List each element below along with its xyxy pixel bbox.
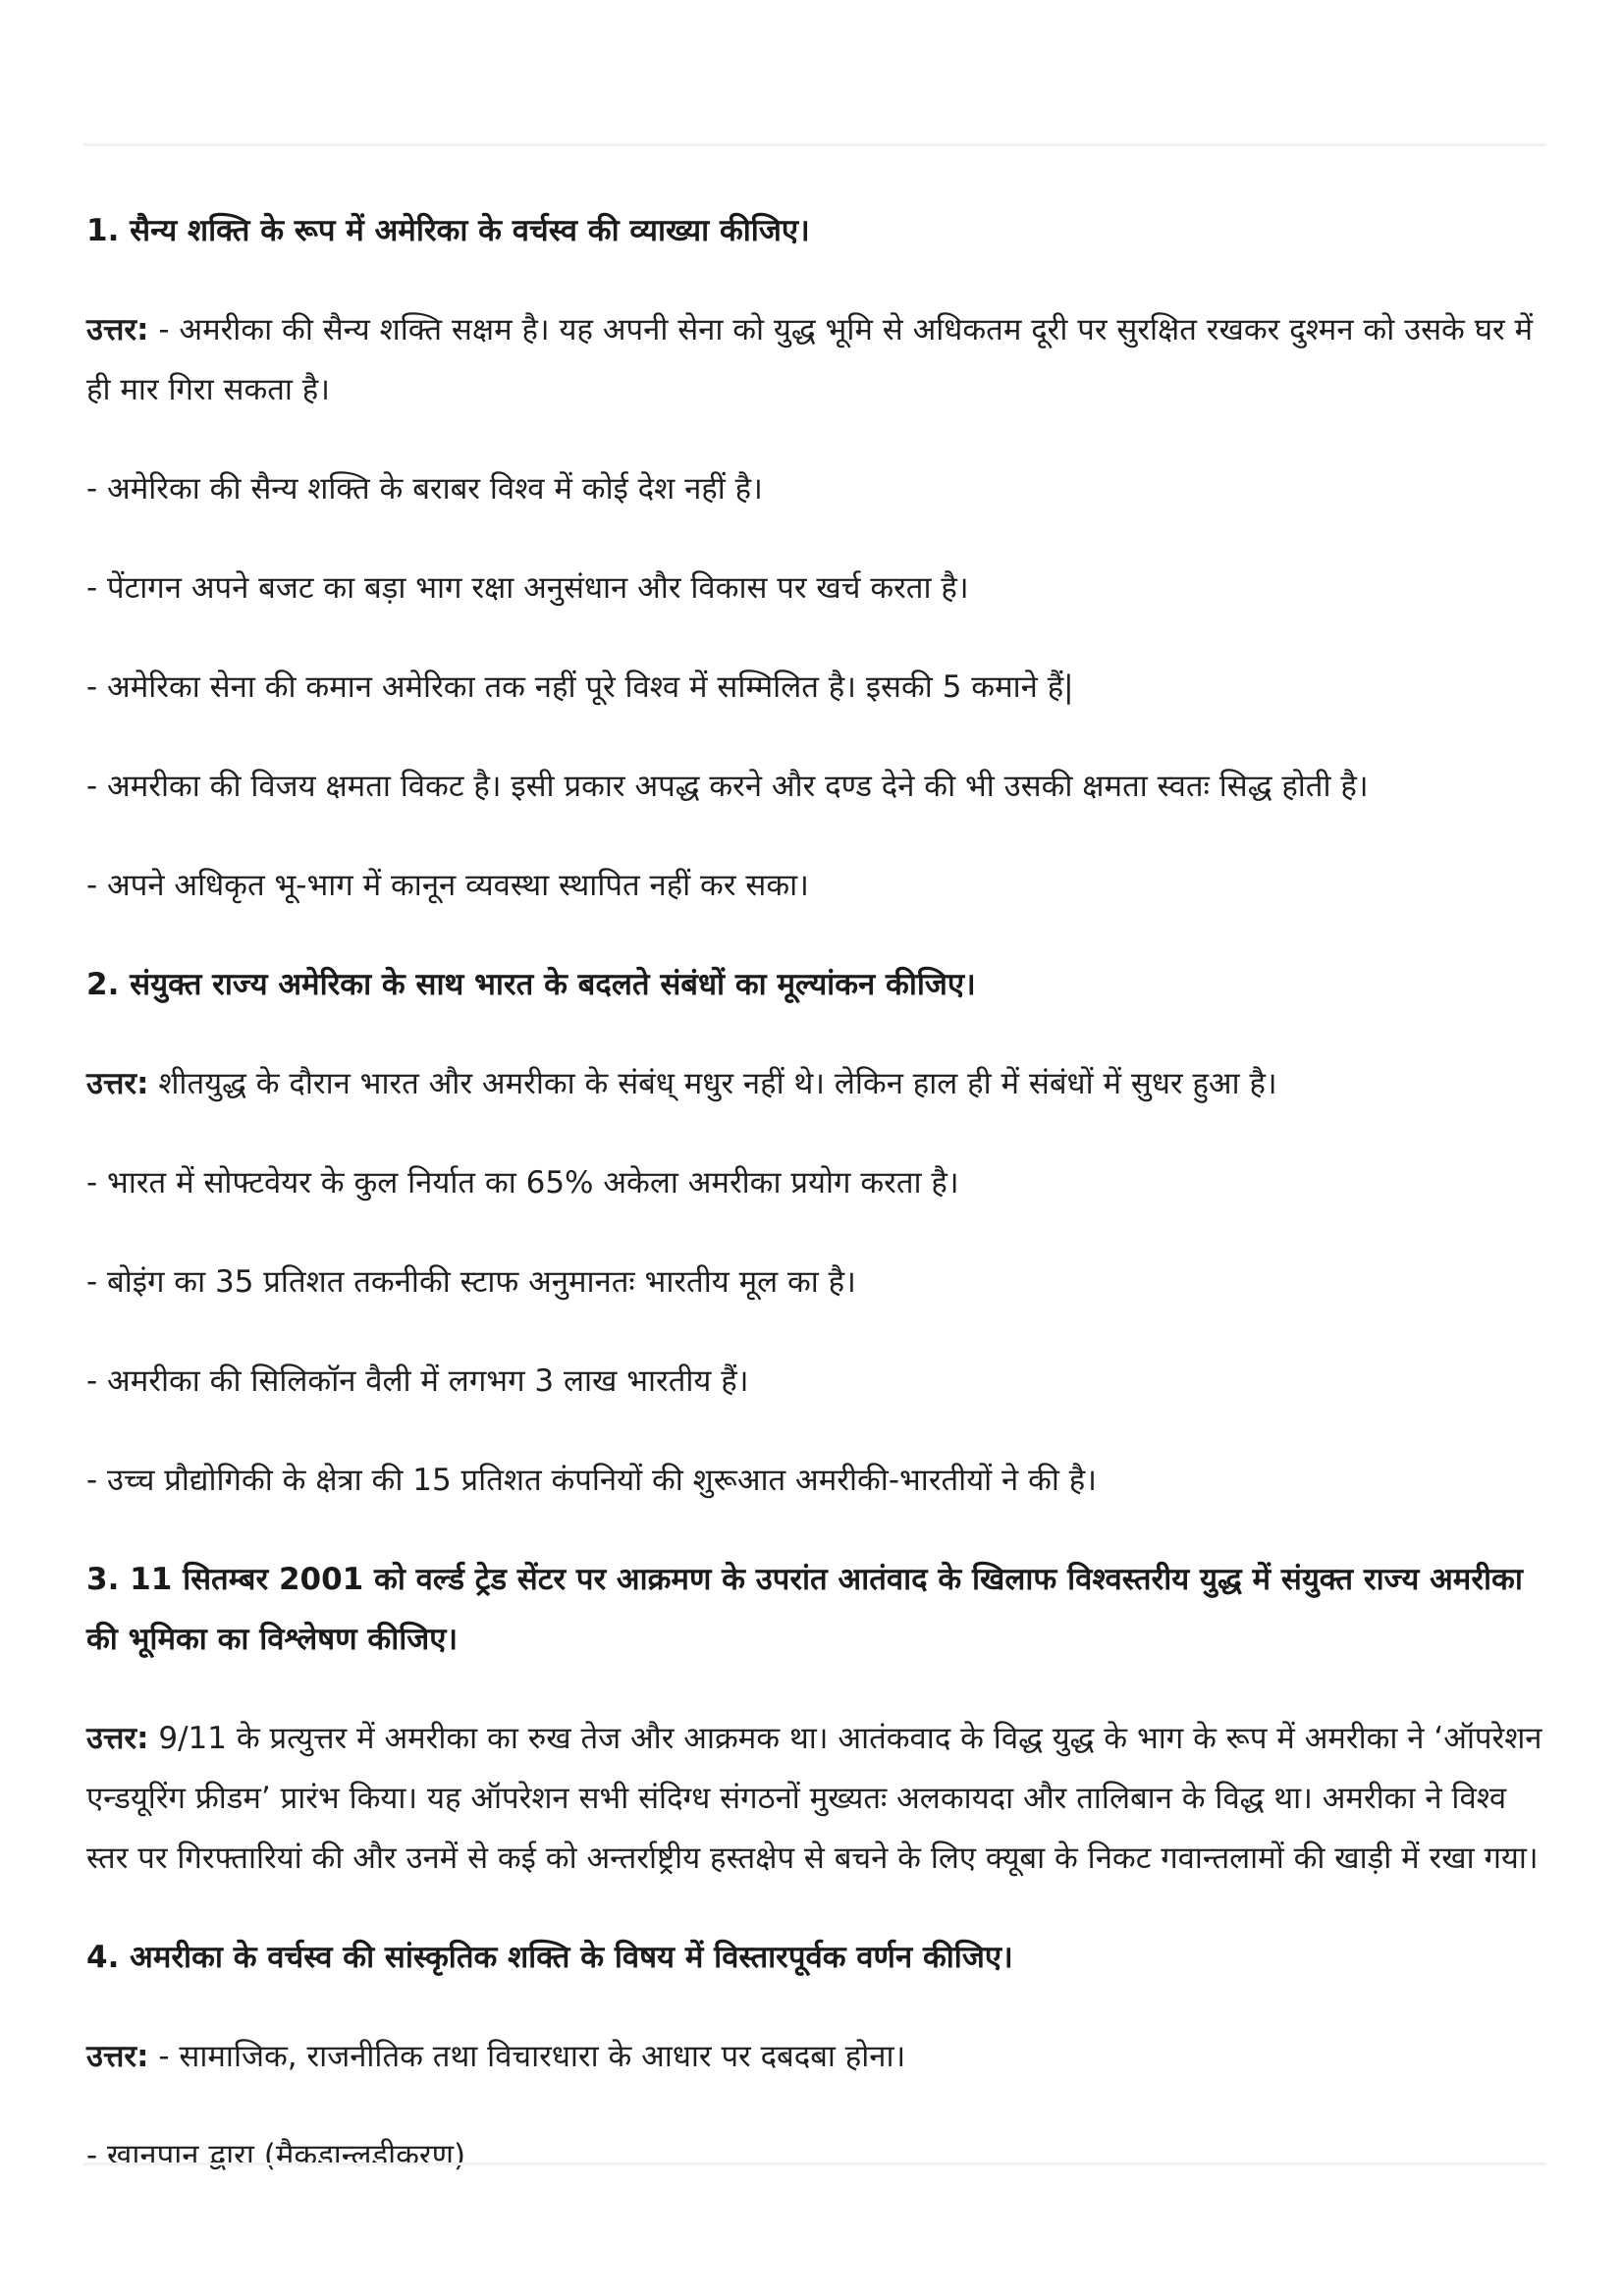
- question-3: 3. 11 सितम्बर 2001 को वर्ल्ड ट्रेड सेंटर पर आक्रमण के उपरांत आतंवाद के खिलाफ विश्वस्तरीय युद्ध में संयुक्त राज्य अमरीका की भूमिका का विश्लेषण कीजिए।: [86, 1562, 1523, 1657]
- top-divider: [83, 143, 1546, 146]
- answer-4-point-1: - खानपान द्वारा (मैकडान्लडीकरण): [86, 2138, 466, 2173]
- answer-text: - अमरीका की सैन्य शक्ति सक्षम है। यह अपनी सेना को युद्ध भूमि से अधिकतम दूरी पर सुरक्षित रखकर दुश्मन को उसके घर में ही मार गिरा सकता है।: [86, 312, 1534, 407]
- answer-1-point-5: - अपने अधिकृत भू-भाग में कानून व्यवस्था स्थापित नहीं कर सका।: [86, 868, 809, 903]
- answer-2-point-3: - अमरीका की सिलिकॉन वैली में लगभग 3 लाख भारतीय हैं।: [86, 1363, 749, 1399]
- answer-1-point-4: - अमरीका की विजय क्षमता विकट है। इसी प्रकार अपद्ध करने और दण्ड देने की भी उसकी क्षमता स्वतः सिद्ध होती है।: [86, 769, 1369, 804]
- answer-text: - सामाजिक, राजनीतिक तथा विचारधारा के आधार पर दबदबा होना।: [148, 2039, 906, 2074]
- answer-label: उत्तर:: [86, 1721, 149, 1756]
- answer-text: 9/11 के प्रत्युत्तर में अमरीका का रुख तेज और आक्रमक था। आतंकवाद के विद्ध युद्ध के भाग के रूप में अमरीका ने ‘ऑपरेशन एन्डयूरिंग फ्रीडम’ प्रारंभ किया। यह ऑपरेशन सभी संदिग्ध संगठनों मुख्यतः अलकायदा और तालिबान के विद्ध था। अमरीका ने विश्व स्तर पर गिरफ्तारियां की और उनमें से कई को अन्तर्राष्ट्रीय हस्तक्षेप से बचने के लिए क्यूबा के निकट गवान्तलामों की खाड़ी में रखा गया।: [86, 1721, 1542, 1876]
- answer-4: [86, 2027, 1544, 2087]
- answer-label: उत्तर:: [86, 312, 149, 347]
- answer-label: उत्तर:: [86, 2039, 149, 2074]
- answer-1-point-1: - अमेरिका की सैन्य शक्ति के बराबर विश्व में कोई देश नहीं है।: [86, 471, 763, 507]
- answer-label: उत्तर:: [86, 1066, 149, 1101]
- answer-3: [86, 1709, 1544, 1889]
- answer-2: [86, 1054, 1544, 1114]
- answer-1: [86, 300, 1544, 420]
- answer-text: शीतयुद्ध के दौरान भारत और अमरीका के संबंध् मधुर नहीं थे। लेकिन हाल ही में संबंधों में सुधर हुआ है।: [148, 1066, 1277, 1101]
- answer-1-point-3: - अमेरिका सेना की कमान अमेरिका तक नहीं पूरे विश्व में सम्मिलित है। इसकी 5 कमाने हैं|: [86, 669, 1074, 705]
- question-1: 1. सैन्य शक्ति के रूप में अमेरिका के वर्चस्व की व्याख्या कीजिए।: [86, 213, 810, 248]
- answer-2-point-1: - भारत में सोफ्टवेयर के कुल निर्यात का 65% अकेला अमरीका प्रयोग करता है।: [86, 1165, 959, 1201]
- bottom-divider: [83, 2163, 1546, 2165]
- answer-2-point-2: - बोइंग का 35 प्रतिशत तकनीकी स्टाफ अनुमानतः भारतीय मूल का है।: [86, 1264, 856, 1300]
- question-4: 4. अमरीका के वर्चस्व की सांस्कृतिक शक्ति के विषय में विस्तारपूर्वक वर्णन कीजिए।: [86, 1940, 1013, 1975]
- question-2: 2. संयुक्त राज्य अमेरिका के साथ भारत के बदलते संबंधों का मूल्यांकन कीजिए।: [86, 967, 976, 1002]
- document-body: [86, 201, 1544, 2225]
- answer-1-point-2: - पेंटागन अपने बजट का बड़ा भाग रक्षा अनुसंधान और विकास पर खर्च करता है।: [86, 570, 969, 606]
- answer-2-point-4: - उच्च प्रौद्योगिकी के क्षेत्रा की 15 प्रतिशत कंपनियों की शुरूआत अमरीकी-भारतीयों ने की है।: [86, 1463, 1098, 1498]
